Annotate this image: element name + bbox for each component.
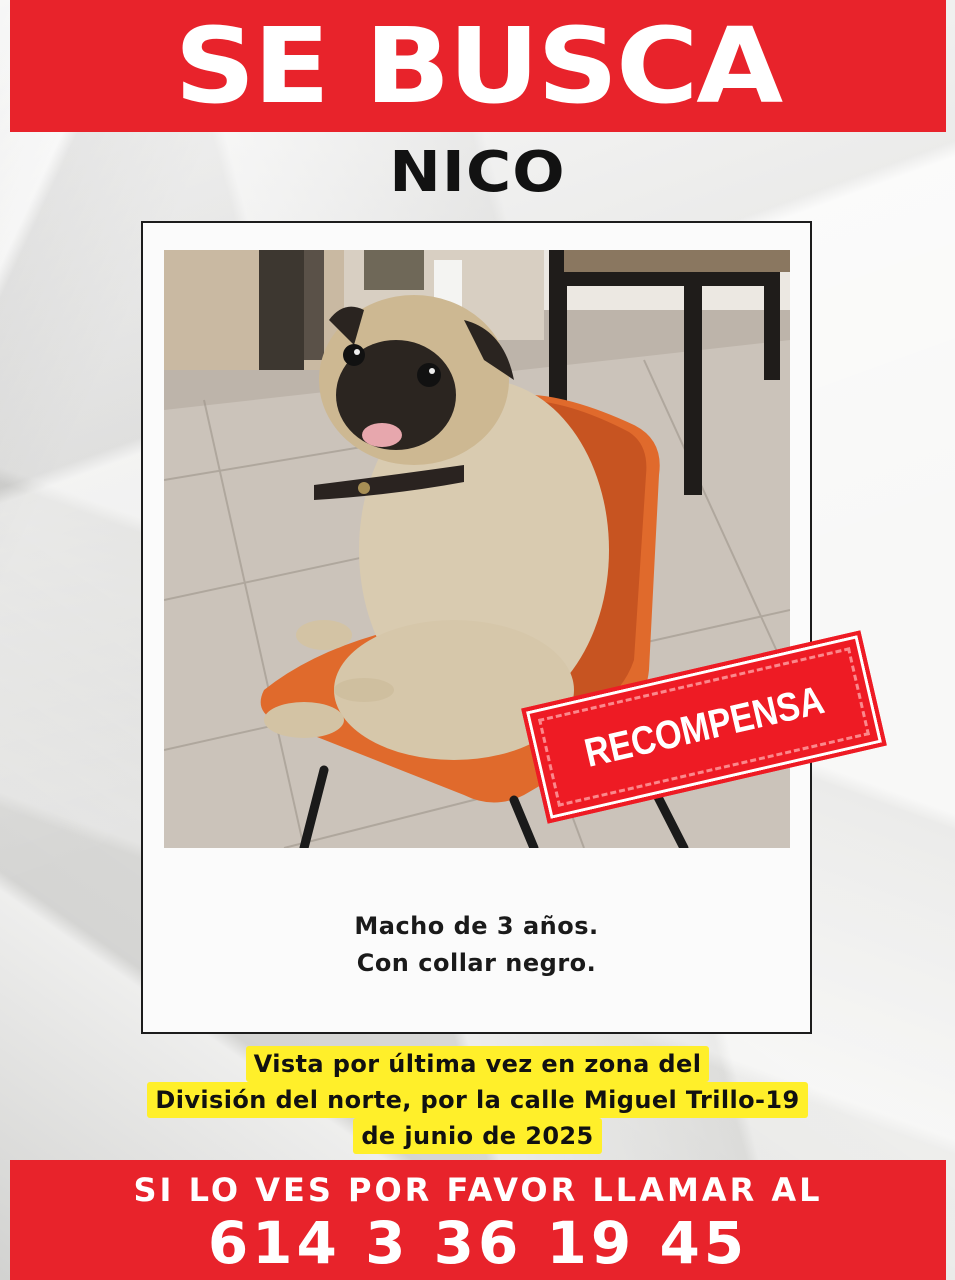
phone-number[interactable]: 614 3 36 19 45 bbox=[207, 1209, 749, 1277]
pet-name: NICO bbox=[389, 140, 566, 205]
call-instruction: SI LO VES POR FAVOR LLAMAR AL bbox=[133, 1171, 823, 1209]
pet-description bbox=[141, 908, 812, 982]
last-seen-line-1: Vista por última vez en zona del bbox=[246, 1046, 710, 1082]
last-seen-info bbox=[0, 1046, 955, 1154]
last-seen-line-3: de junio de 2025 bbox=[353, 1118, 601, 1154]
reward-label: RECOMPENSA bbox=[580, 677, 828, 776]
description-line-2: Con collar negro. bbox=[356, 949, 597, 977]
poster-title: SE BUSCA bbox=[174, 5, 782, 127]
last-seen-line-2: División del norte, por la calle Miguel Trillo-19 bbox=[147, 1082, 807, 1118]
header-banner bbox=[10, 0, 946, 132]
description-line-1: Macho de 3 años. bbox=[354, 912, 599, 940]
contact-banner bbox=[10, 1160, 946, 1280]
